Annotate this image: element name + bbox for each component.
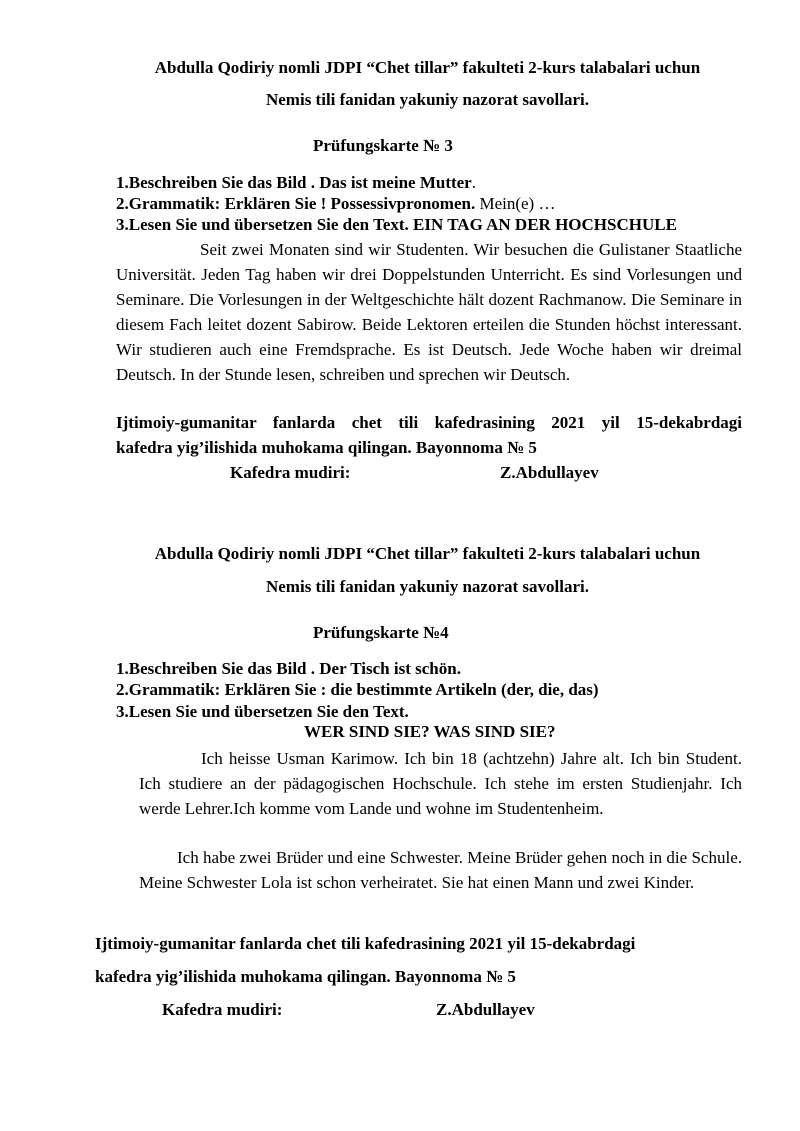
reading-text-p2 <box>139 845 742 895</box>
footer-line-1: Ijtimoiy-gumanitar fanlarda chet tili kafedrasining 2021 yil 15-dekabrdagi <box>116 413 742 432</box>
question-1-text: 1.Beschreiben Sie das Bild . Das ist meine Mutter <box>116 173 472 192</box>
question-2 <box>116 679 599 700</box>
header-line-2: Nemis tili fanidan yakuniy nazorat savollari. <box>265 90 590 109</box>
head-name: Z.Abdullayev <box>436 1000 535 1019</box>
question-3-text: 3.Lesen Sie und übersetzen Sie den Text. EIN TAG AN DER HOCHSCHULE <box>116 215 677 234</box>
question-3 <box>116 214 677 235</box>
reading-text-p1-body: Ich heisse Usman Karimow. Ich bin 18 (achtzehn) Jahre alt. Ich bin Student. Ich studiere an der pädagogischen Hochschule. Ich stehe im ersten Studienjahr. Ich werde Lehrer.Ich komme vom Lande und wohne im Studentenheim. <box>139 749 742 818</box>
reading-text <box>116 237 742 387</box>
question-2-tail: Mein(e) … <box>475 194 556 213</box>
question-1 <box>116 658 461 679</box>
header-line-1: Abdulla Qodiriy nomli JDPI “Chet tillar” fakulteti 2-kurs talabalari uchun <box>154 544 701 563</box>
head-name: Z.Abdullayev <box>500 463 599 482</box>
reading-text-p2-body: Ich habe zwei Brüder und eine Schwester. Meine Brüder gehen noch in die Schule. Meine Schwester Lola ist schon verheiratet. Sie hat einen Mann und zwei Kinder. <box>139 848 742 892</box>
text-title-text: WER SIND SIE? WAS SIND SIE? <box>304 722 556 741</box>
footer-line-1: Ijtimoiy-gumanitar fanlarda chet tili kafedrasining 2021 yil 15-dekabrdagi <box>95 934 636 953</box>
header-line-1: Abdulla Qodiriy nomli JDPI “Chet tillar” fakulteti 2-kurs talabalari uchun <box>154 58 701 77</box>
question-2-text: 2.Grammatik: Erklären Sie ! Possessivpronomen. <box>116 194 476 213</box>
question-1 <box>116 172 476 193</box>
head-label: Kafedra mudiri: <box>230 463 351 482</box>
question-2 <box>116 193 555 214</box>
question-3 <box>116 701 409 722</box>
question-1-text: 1.Beschreiben Sie das Bild . Der Tisch ist schön. <box>116 659 461 678</box>
header-line-2: Nemis tili fanidan yakuniy nazorat savollari. <box>265 577 590 596</box>
footer-line-2: kafedra yig’ilishida muhokama qilingan. Bayonnoma № 5 <box>116 438 537 457</box>
question-2-text: 2.Grammatik: Erklären Sie : die bestimmte Artikeln (der, die, das) <box>116 680 599 699</box>
reading-text-body: Seit zwei Monaten sind wir Studenten. Wir besuchen die Gulistaner Staatliche Universität. Jeden Tag haben wir drei Doppelstunden Unterricht. Es sind Vorlesungen und Seminare. Die Vorlesungen in der Weltgeschichte hält dozent Rachmanow. Die Seminare in diesem Fach leitet dozent Sabirow. Beide Lektoren erteilen die Stunden höchst interessant. Wir studieren auch eine Fremdsprache. Es ist Deutsch. Jede Woche haben wir dreimal Deutsch. In der Stunde lesen, schreiben und sprechen wir Deutsch. <box>116 240 742 384</box>
question-1-tail: . <box>471 173 476 192</box>
text-title <box>304 721 555 742</box>
reading-text-p1 <box>139 746 742 821</box>
card-title: Prüfungskarte № 3 <box>313 136 453 155</box>
footer-line-2: kafedra yig’ilishida muhokama qilingan. Bayonnoma № 5 <box>95 967 516 986</box>
question-3-text: 3.Lesen Sie und übersetzen Sie den Text. <box>116 702 409 721</box>
card-title: Prüfungskarte №4 <box>313 623 449 642</box>
head-label: Kafedra mudiri: <box>162 1000 283 1019</box>
